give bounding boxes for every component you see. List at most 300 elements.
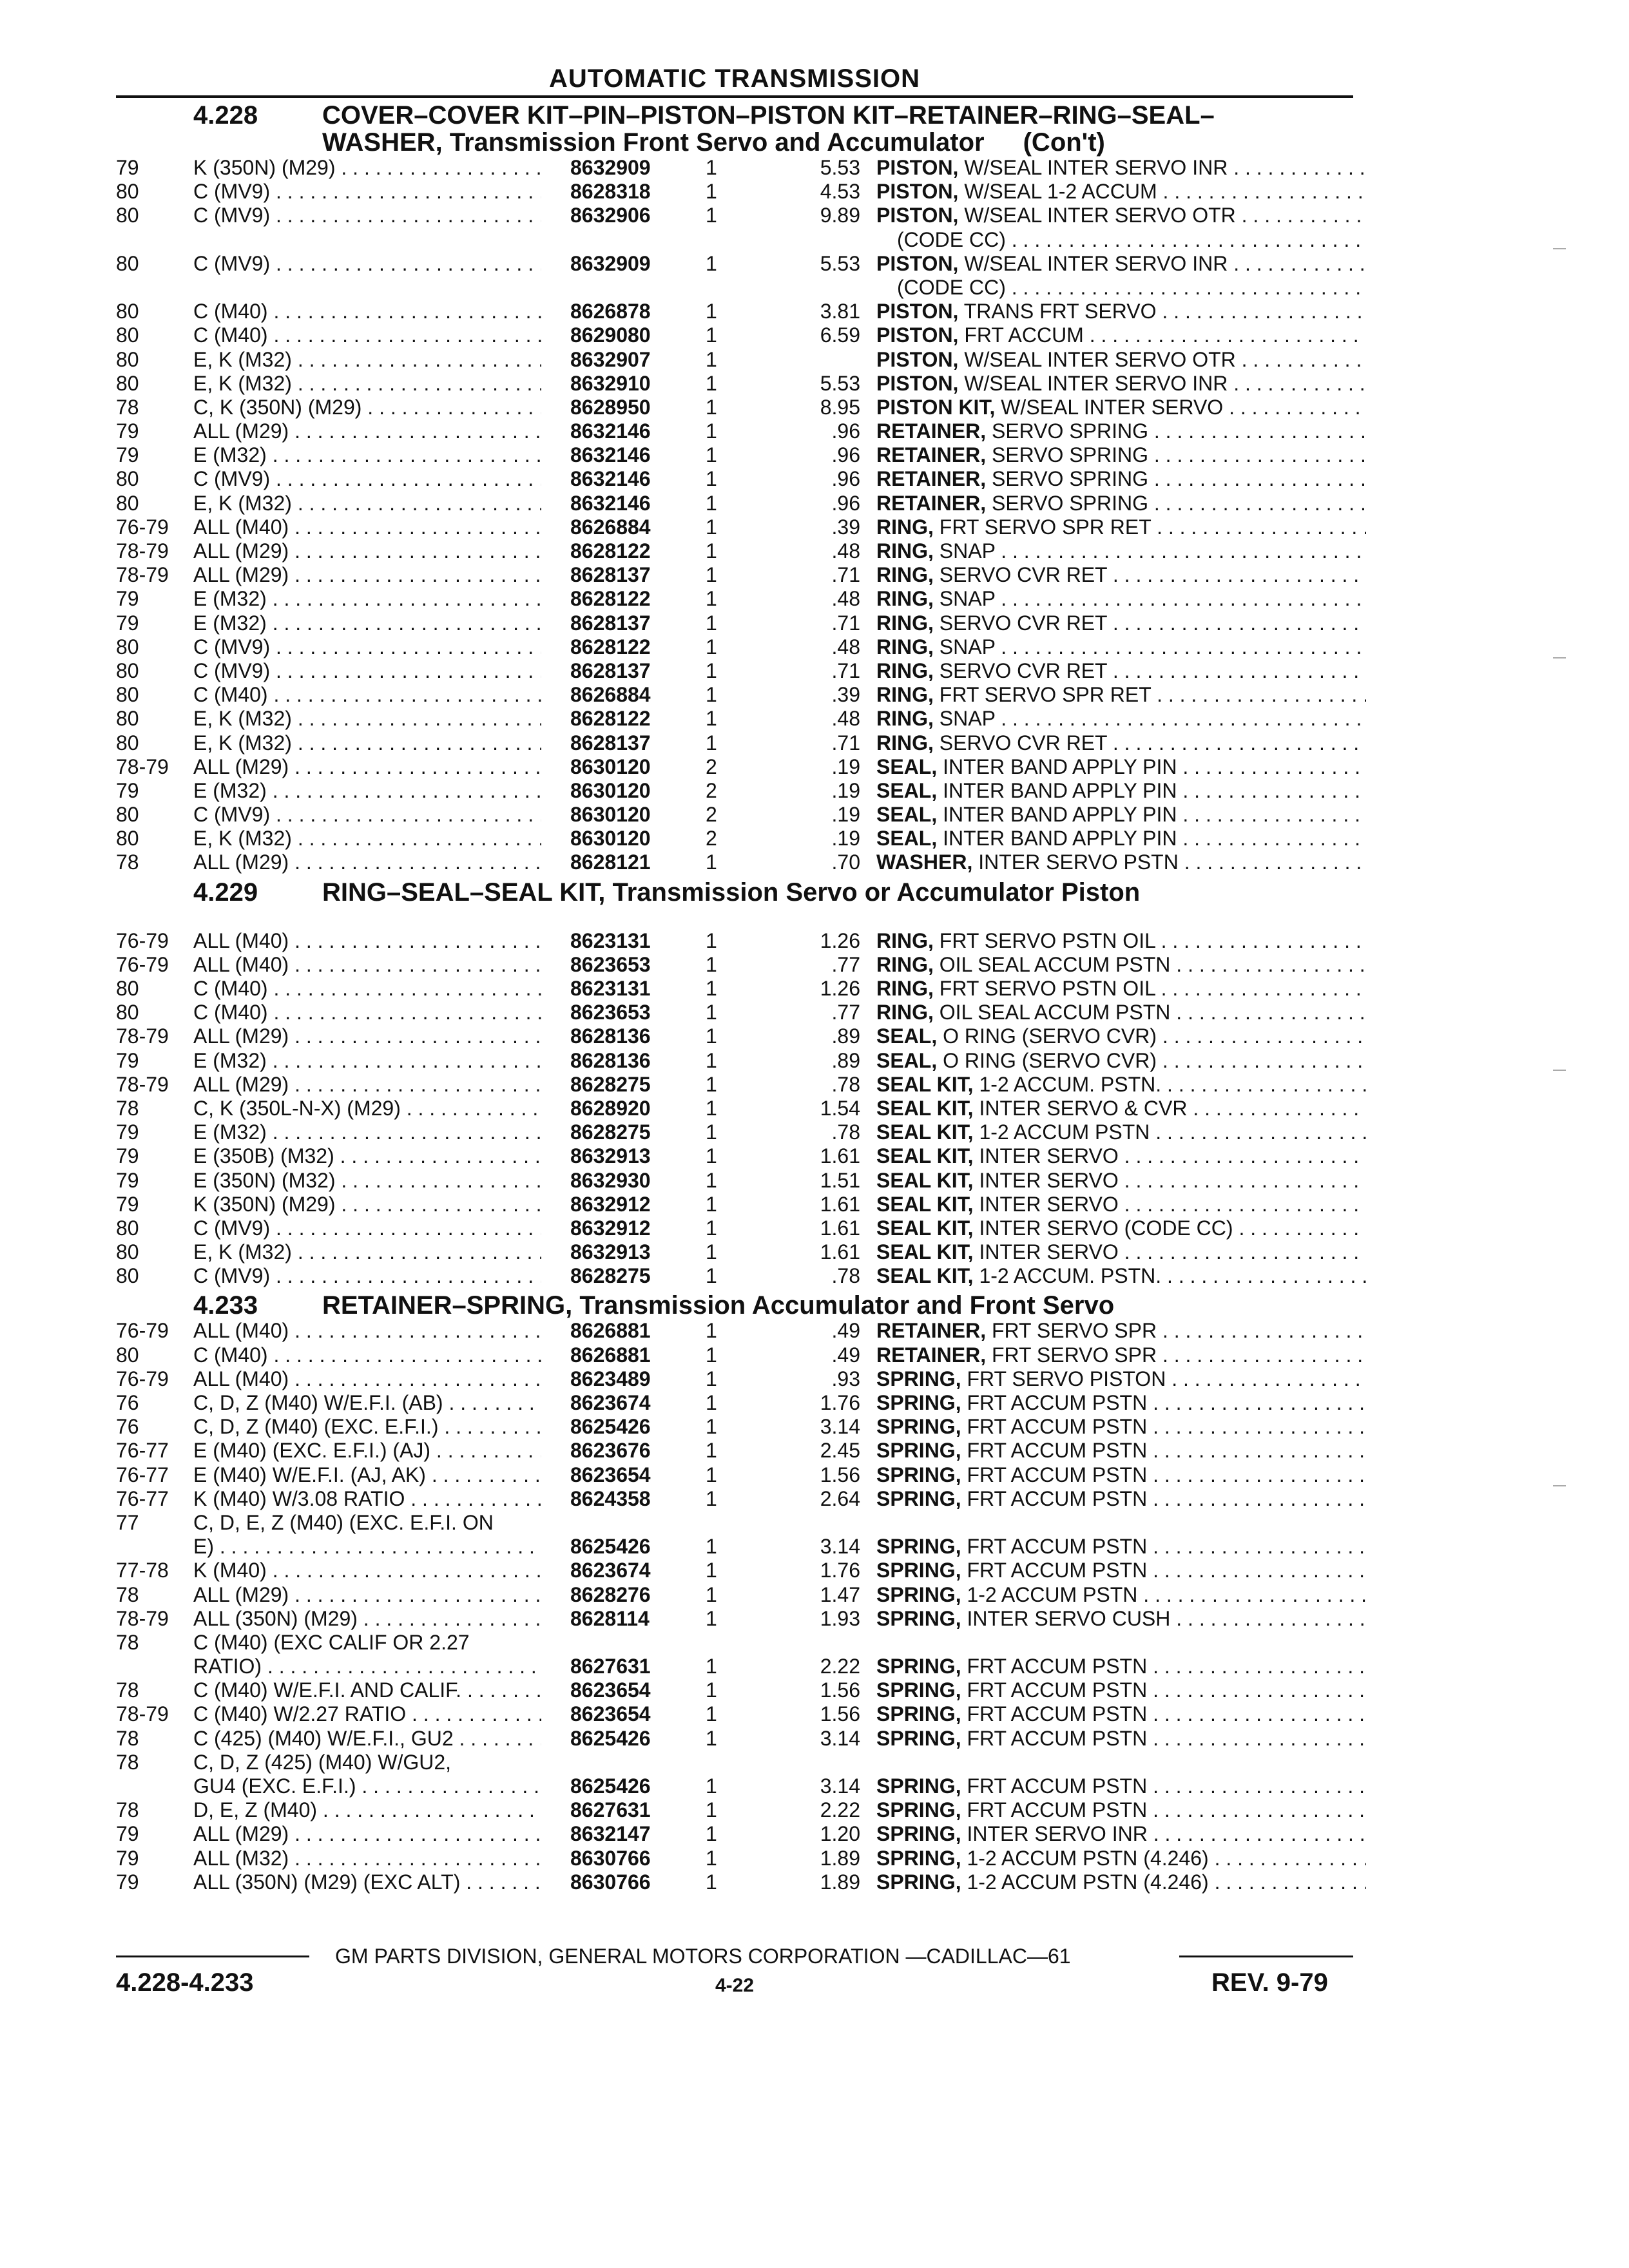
usage-codes: ALL (M29) . . . (193, 563, 541, 587)
model-year: 76 (116, 1415, 139, 1439)
part-name: SPRING, (876, 1774, 961, 1798)
price: 3.14 (820, 1774, 860, 1798)
usage-codes: E (M32) . . . (193, 1049, 541, 1073)
section-title: RING–SEAL–SEAL KIT, Transmission Servo or Accumulator Piston (322, 878, 1141, 907)
header-rule (116, 95, 1353, 98)
part-number: 8628136 (570, 1048, 651, 1072)
part-detail: TRANS FRT SERVO (963, 300, 1157, 323)
usage-codes: E (350B) (M32) . . . (193, 1144, 541, 1168)
part-number: 8628121 (570, 850, 651, 874)
parts-row (116, 300, 1353, 323)
part-detail: W/SEAL INTER SERVO INR (964, 251, 1228, 275)
model-year: 78-79 (116, 539, 169, 562)
quantity: 1 (706, 1192, 717, 1216)
quantity: 1 (706, 1463, 717, 1486)
parts-row (116, 204, 1353, 227)
quantity: 1 (706, 156, 717, 179)
part-detail: 1-2 ACCUM PSTN (4.246) (967, 1846, 1209, 1870)
quantity: 1 (706, 683, 717, 707)
usage-codes: C (MV9) . . . (193, 803, 541, 827)
usage-codes: ALL (M40) . . . (193, 929, 541, 953)
part-detail: 1-2 ACCUM. PSTN. (979, 1264, 1162, 1288)
part-number: 8632930 (570, 1168, 651, 1192)
model-year: 79 (116, 156, 139, 179)
quantity: 1 (706, 419, 717, 443)
part-name: SEAL KIT, (876, 1192, 974, 1216)
quantity: 1 (706, 300, 717, 323)
quantity: 1 (706, 1774, 717, 1798)
model-year: 78 (116, 1096, 139, 1120)
part-description (876, 323, 1366, 347)
usage-codes: E, K (M32) . . . (193, 827, 541, 850)
price: 5.53 (820, 156, 860, 179)
part-description (876, 1049, 1366, 1073)
part-description (876, 1097, 1366, 1120)
part-number: 8630120 (570, 778, 651, 802)
quantity: 1 (706, 1655, 717, 1678)
part-description (876, 252, 1366, 276)
price: 1.61 (820, 1216, 860, 1240)
part-description (876, 563, 1366, 587)
part-number: 8632913 (570, 1240, 651, 1264)
quantity: 1 (706, 1535, 717, 1559)
part-name: SEAL KIT, (876, 1264, 974, 1288)
quantity: 1 (706, 347, 717, 371)
usage-codes: C, K (350L-N-X) (M29) . . . (193, 1097, 541, 1120)
part-description (876, 1798, 1366, 1822)
price: 1.89 (820, 1870, 860, 1894)
part-name: RING, (876, 707, 934, 731)
parts-row (116, 1367, 1353, 1391)
part-detail: 1-2 ACCUM PSTN (4.246) (967, 1870, 1209, 1894)
price: 2.22 (820, 1798, 860, 1822)
model-year: 80 (116, 683, 139, 707)
part-number: 8626878 (570, 300, 651, 323)
part-detail: INTER SERVO CUSH (967, 1606, 1171, 1630)
parts-row (116, 1097, 1353, 1120)
part-detail: INTER SERVO (979, 1144, 1119, 1168)
part-detail: W/SEAL INTER SERVO (1001, 395, 1224, 419)
parts-row (116, 1169, 1353, 1193)
part-name: SEAL KIT, (876, 1216, 974, 1240)
part-detail: SERVO SPRING (991, 419, 1148, 443)
part-name: SPRING, (876, 1822, 961, 1846)
part-detail: SERVO SPRING (991, 491, 1148, 515)
quantity: 1 (706, 1870, 717, 1894)
part-name: RETAINER, (876, 443, 987, 467)
part-detail: INTER SERVO (979, 1240, 1119, 1264)
model-year: 80 (116, 977, 139, 1000)
part-number: 8628275 (570, 1120, 651, 1144)
model-year: 80 (116, 1264, 139, 1288)
part-name: RING, (876, 683, 934, 707)
usage-codes: ALL (M29) . . . (193, 419, 541, 443)
part-detail: W/SEAL INTER SERVO OTR (964, 347, 1236, 371)
section-spacer (116, 906, 1353, 929)
parts-row (116, 1144, 1353, 1168)
part-detail: INTER BAND APPLY PIN (943, 754, 1177, 778)
quantity: 1 (706, 1319, 717, 1343)
part-description (876, 300, 1366, 323)
part-detail: SNAP (939, 587, 996, 611)
part-name: SPRING, (876, 1798, 961, 1822)
usage-codes: RATIO) . . . (193, 1655, 541, 1678)
section-title: COVER–COVER KIT–PIN–PISTON–PISTON KIT–RETAINER–RING–SEAL– (322, 101, 1215, 130)
quantity: 2 (706, 827, 717, 850)
model-year: 80 (116, 1216, 139, 1240)
parts-row (116, 1847, 1353, 1870)
quantity: 1 (706, 1343, 717, 1367)
usage-codes: E (M32) . . . (193, 611, 541, 635)
footer-rule-right (1179, 1956, 1353, 1957)
part-detail: FRT ACCUM (964, 323, 1084, 347)
part-description (876, 180, 1366, 204)
part-number: 8626881 (570, 1319, 651, 1343)
quantity: 1 (706, 1726, 717, 1750)
parts-row (116, 1193, 1353, 1216)
usage-codes: ALL (M40) . . . (193, 1367, 541, 1391)
parts-row (116, 372, 1353, 396)
model-year: 80 (116, 300, 139, 323)
part-number: 8629080 (570, 323, 651, 347)
margin-mark (1553, 248, 1566, 249)
part-number: 8625426 (570, 1726, 651, 1750)
part-number: 8628136 (570, 1024, 651, 1048)
part-name: RING, (876, 515, 934, 539)
usage-codes: C (M40) (EXC CALIF OR 2.27 (193, 1630, 470, 1654)
part-description (876, 1415, 1366, 1439)
part-description (876, 1870, 1366, 1894)
part-detail: FRT ACCUM PSTN (967, 1678, 1148, 1702)
parts-row (116, 1001, 1353, 1024)
model-year: 80 (116, 1343, 139, 1367)
part-name: RING, (876, 658, 934, 682)
price: .93 (831, 1367, 860, 1390)
parts-row (116, 1559, 1353, 1582)
model-year: 79 (116, 778, 139, 802)
parts-row (116, 1463, 1353, 1487)
part-number: 8628275 (570, 1072, 651, 1096)
part-detail: FRT ACCUM PSTN (967, 1463, 1148, 1486)
model-year: 80 (116, 491, 139, 515)
part-detail: INTER SERVO & CVR (979, 1096, 1188, 1120)
quantity: 1 (706, 1702, 717, 1726)
usage-codes: E, K (M32) . . . (193, 348, 541, 372)
quantity: 1 (706, 1240, 717, 1264)
usage-codes: C (M40) . . . (193, 1343, 541, 1367)
part-name: SPRING, (876, 1391, 961, 1414)
footer-page-number: 4-22 (715, 1975, 755, 1996)
part-number: 8628137 (570, 658, 651, 682)
part-name: SEAL, (876, 1048, 938, 1072)
part-description (876, 1702, 1366, 1726)
part-number: 8628122 (570, 707, 651, 731)
model-year: 76 (116, 1391, 139, 1414)
price: 2.64 (820, 1486, 860, 1510)
usage-codes: E, K (M32) . . . (193, 707, 541, 731)
usage-codes: E (350N) (M32) . . . (193, 1169, 541, 1193)
usage-codes: C (MV9) . . . (193, 1264, 541, 1288)
part-number: 8632907 (570, 347, 651, 371)
price: 1.93 (820, 1606, 860, 1630)
price: .78 (831, 1120, 860, 1144)
model-year: 80 (116, 635, 139, 658)
part-number: 8632146 (570, 467, 651, 491)
part-name: RING, (876, 539, 934, 562)
model-year: 78 (116, 1726, 139, 1750)
part-detail: OIL SEAL ACCUM PSTN (939, 1001, 1171, 1024)
parts-row (116, 1798, 1353, 1822)
part-number: 8623654 (570, 1678, 651, 1702)
section-title-line2 (116, 129, 1353, 156)
model-year: 78 (116, 395, 139, 419)
section-number: 4.233 (193, 1291, 258, 1320)
usage-codes: C (425) (M40) W/E.F.I., GU2 . . . (193, 1727, 541, 1751)
part-description (876, 1144, 1366, 1168)
price: .19 (831, 754, 860, 778)
parts-row (116, 1727, 1353, 1751)
part-name: SEAL KIT, (876, 1240, 974, 1264)
part-number: 8632146 (570, 419, 651, 443)
model-year: 80 (116, 467, 139, 491)
quantity: 1 (706, 515, 717, 539)
model-year: 78 (116, 850, 139, 874)
part-description (876, 1439, 1366, 1463)
part-description (876, 731, 1366, 755)
part-number: 8626884 (570, 515, 651, 539)
quantity: 1 (706, 1582, 717, 1606)
part-description (876, 827, 1366, 850)
usage-codes: C (MV9) . . . (193, 1216, 541, 1240)
part-detail: INTER BAND APPLY PIN (943, 827, 1177, 850)
quantity: 1 (706, 204, 717, 227)
part-description (876, 977, 1366, 1001)
price: .89 (831, 1048, 860, 1072)
model-year: 80 (116, 347, 139, 371)
part-detail: 1-2 ACCUM PSTN (967, 1582, 1138, 1606)
part-detail: W/SEAL INTER SERVO INR (964, 371, 1228, 395)
quantity: 1 (706, 539, 717, 562)
model-year: 79 (116, 587, 139, 611)
model-year: 80 (116, 371, 139, 395)
usage-codes: E (M32) . . . (193, 587, 541, 611)
part-name: SPRING, (876, 1559, 961, 1582)
parts-row (116, 1264, 1353, 1288)
quantity: 1 (706, 635, 717, 658)
parts-row (116, 1607, 1353, 1631)
section-title: RETAINER–SPRING, Transmission Accumulator and Front Servo (322, 1291, 1115, 1320)
quantity: 1 (706, 180, 717, 204)
quantity: 1 (706, 1559, 717, 1582)
price: 1.47 (820, 1582, 860, 1606)
quantity: 1 (706, 731, 717, 754)
parts-row (116, 1583, 1353, 1607)
part-description (876, 1678, 1366, 1702)
part-number: 8625426 (570, 1535, 651, 1559)
model-year: 80 (116, 803, 139, 827)
model-year: 79 (116, 1192, 139, 1216)
usage-codes: ALL (M29) . . . (193, 1024, 541, 1048)
usage-codes: C, K (350N) (M29) . . . (193, 396, 541, 419)
price: 1.61 (820, 1144, 860, 1168)
part-detail: FRT SERVO SPR RET (939, 515, 1152, 539)
part-description (876, 1240, 1366, 1264)
quantity: 1 (706, 1846, 717, 1870)
part-name: PISTON, (876, 323, 959, 347)
part-description (876, 707, 1366, 731)
price: 1.56 (820, 1463, 860, 1486)
part-name: SPRING, (876, 1678, 961, 1702)
model-year: 76-79 (116, 928, 169, 952)
parts-row (116, 1631, 1353, 1655)
part-detail: FRT SERVO SPR RET (939, 683, 1152, 707)
part-detail: FRT SERVO PSTN OIL (939, 977, 1155, 1000)
usage-codes: E) . . . (193, 1535, 541, 1559)
part-description (876, 1264, 1366, 1288)
part-name: RING, (876, 587, 934, 611)
part-name: SEAL KIT, (876, 1096, 974, 1120)
section-number: 4.229 (193, 878, 258, 907)
parts-row (116, 587, 1353, 611)
margin-mark (1553, 1070, 1566, 1071)
price: 1.56 (820, 1702, 860, 1726)
parts-row (116, 1240, 1353, 1264)
parts-row (116, 707, 1353, 731)
usage-codes: C (MV9) . . . (193, 180, 541, 204)
part-detail: OIL SEAL ACCUM PSTN (939, 952, 1171, 976)
quantity: 1 (706, 1439, 717, 1463)
margin-mark (1553, 1485, 1566, 1486)
quantity: 1 (706, 1415, 717, 1439)
price: 8.95 (820, 395, 860, 419)
part-number: 8623654 (570, 1702, 651, 1726)
part-number: 8632909 (570, 251, 651, 275)
part-detail: SERVO CVR RET (939, 563, 1107, 587)
model-year: 76-79 (116, 952, 169, 976)
part-name: SPRING, (876, 1726, 961, 1750)
parts-row (116, 539, 1353, 563)
usage-codes: ALL (M40) . . . (193, 953, 541, 977)
price: 5.53 (820, 251, 860, 275)
part-name: SEAL, (876, 754, 938, 778)
parts-row (116, 683, 1353, 707)
footer-rule-left (116, 1956, 309, 1957)
part-description (876, 850, 1366, 874)
part-detail: SERVO CVR RET (939, 611, 1107, 635)
catalog-content (116, 102, 1353, 1894)
parts-row (116, 1319, 1353, 1343)
section-continued-note: (Con't) (1023, 128, 1105, 157)
usage-codes: E, K (M32) . . . (193, 1240, 541, 1264)
parts-row (116, 1702, 1353, 1726)
usage-codes: C (M40) W/2.27 RATIO . . . (193, 1702, 541, 1726)
price: 1.61 (820, 1240, 860, 1264)
part-name: PISTON, (876, 347, 959, 371)
part-detail: FRT SERVO PISTON (967, 1367, 1166, 1390)
price: .70 (831, 850, 860, 874)
part-name: SPRING, (876, 1439, 961, 1463)
model-year: 78-79 (116, 754, 169, 778)
part-detail: SERVO SPRING (991, 467, 1148, 491)
part-description-continued: (CODE CC) . . . (897, 276, 1366, 300)
price: 5.53 (820, 371, 860, 395)
parts-row (116, 659, 1353, 683)
part-number: 8628122 (570, 635, 651, 658)
parts-row (116, 1120, 1353, 1144)
parts-row (116, 515, 1353, 539)
part-number: 8632147 (570, 1822, 651, 1846)
price: .19 (831, 827, 860, 850)
part-name: RING, (876, 611, 934, 635)
parts-row (116, 419, 1353, 443)
part-detail: O RING (SERVO CVR) (943, 1048, 1157, 1072)
price: .96 (831, 419, 860, 443)
part-description (876, 755, 1366, 779)
parts-row (116, 731, 1353, 755)
price: .48 (831, 539, 860, 562)
parts-row (116, 1049, 1353, 1073)
part-description (876, 1001, 1366, 1024)
parts-row (116, 348, 1353, 372)
price: 2.22 (820, 1655, 860, 1678)
quantity: 1 (706, 1024, 717, 1048)
price: .39 (831, 683, 860, 707)
part-name: SEAL KIT, (876, 1072, 974, 1096)
part-name: RING, (876, 977, 934, 1000)
part-name: PISTON, (876, 300, 959, 323)
part-description (876, 1727, 1366, 1751)
part-name: PISTON, (876, 204, 959, 227)
part-number: 8623654 (570, 1463, 651, 1486)
part-description (876, 443, 1366, 467)
part-name: SPRING, (876, 1655, 961, 1678)
price: 6.59 (820, 323, 860, 347)
price: 3.14 (820, 1415, 860, 1439)
part-detail: FRT ACCUM PSTN (967, 1486, 1148, 1510)
price: .49 (831, 1343, 860, 1367)
price: 3.14 (820, 1535, 860, 1559)
model-year: 80 (116, 827, 139, 850)
usage-codes: E (M32) . . . (193, 443, 541, 467)
usage-codes: ALL (M32) . . . (193, 1847, 541, 1870)
part-number: 8632146 (570, 443, 651, 467)
part-description (876, 953, 1366, 977)
price: .19 (831, 778, 860, 802)
part-name: SEAL, (876, 778, 938, 802)
part-name: PISTON KIT, (876, 395, 996, 419)
price: .48 (831, 635, 860, 658)
part-description (876, 492, 1366, 515)
part-description (876, 1607, 1366, 1631)
quantity: 1 (706, 467, 717, 491)
usage-codes: C (MV9) . . . (193, 635, 541, 659)
part-number: 8628137 (570, 563, 651, 587)
price: .89 (831, 1024, 860, 1048)
part-name: RING, (876, 563, 934, 587)
part-number: 8624358 (570, 1486, 651, 1510)
part-name: RING, (876, 731, 934, 754)
usage-codes: E, K (M32) . . . (193, 492, 541, 515)
quantity: 2 (706, 754, 717, 778)
parts-row (116, 929, 1353, 953)
part-detail: INTER SERVO PSTN (978, 850, 1179, 874)
part-description (876, 1559, 1366, 1582)
model-year: 79 (116, 1846, 139, 1870)
part-name: SEAL, (876, 1024, 938, 1048)
part-detail: FRT ACCUM PSTN (967, 1655, 1148, 1678)
quantity: 1 (706, 658, 717, 682)
part-name: SPRING, (876, 1582, 961, 1606)
